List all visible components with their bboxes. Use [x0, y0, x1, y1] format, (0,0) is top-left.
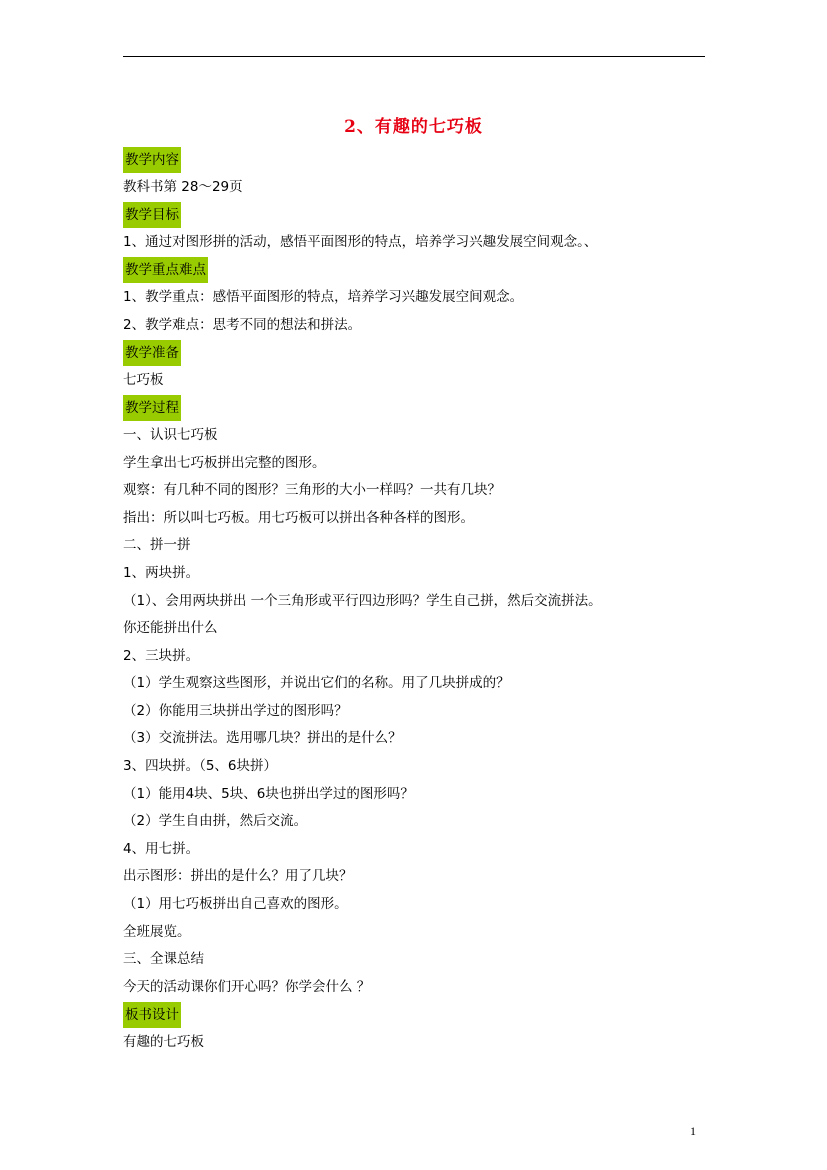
section-heading	[123, 146, 713, 174]
section-heading-label: 教学准备	[123, 340, 181, 366]
page-number: 1	[690, 1124, 696, 1138]
body-line: 二、拼一拼	[123, 537, 191, 554]
body-line: （3）交流拼法。选用哪几块？拼出的是什么？	[123, 730, 402, 747]
header-rule	[123, 56, 705, 57]
body-line: 3、四块拼。（5、6块拼）	[123, 758, 278, 775]
body-line: 4、用七拼。	[123, 840, 200, 857]
body-line: 2、教学难点：思考不同的想法和拼法。	[123, 316, 362, 333]
body-line: 有趣的七巧板	[123, 1034, 204, 1050]
document-title: 2、有趣的七巧板	[344, 117, 483, 137]
section-heading	[123, 201, 713, 229]
section-heading-label: 教学内容	[123, 147, 181, 173]
section-heading-label: 教学过程	[123, 395, 181, 421]
body-line: 三、全课总结	[123, 951, 204, 968]
body-line: 1、教学重点：感悟平面图形的特点，培养学习兴趣发展空间观念。	[123, 288, 524, 305]
body-line: 一、认识七巧板	[123, 426, 218, 443]
body-line: 指出：所以叫七巧板。用七巧板可以拼出各种各样的图形。	[123, 509, 474, 526]
body-line: 你还能拼出什么	[123, 620, 218, 637]
body-line: 1、两块拼。	[123, 564, 200, 581]
body-line: 1、通过对图形拼的活动，感悟平面图形的特点，培养学习兴趣发展空间观念。、	[123, 233, 598, 250]
body-line: （1）、会用两块拼出 一个三角形或平行四边形吗？学生自己拼，然后交流拼法。	[123, 592, 602, 609]
section-heading-label: 教学重点难点	[123, 257, 208, 283]
section-heading	[123, 256, 713, 284]
body-line: 学生拿出七巧板拼出完整的图形。	[123, 454, 326, 471]
section-heading-label: 板书设计	[123, 1002, 181, 1028]
body-line: （2）学生自由拼，然后交流。	[123, 813, 308, 830]
body-line: 七巧板	[123, 371, 164, 388]
body-line: （1）学生观察这些图形，并说出它们的名称。用了几块拼成的？	[123, 675, 510, 692]
body-line: （1）能用4块、5块、6块也拼出学过的图形吗？	[123, 785, 414, 802]
body-line: 今天的活动课你们开心吗？你学会什么 ？	[123, 978, 371, 995]
section-heading	[123, 394, 713, 422]
body-line: 出示图形：拼出的是什么？用了几块？	[123, 868, 353, 885]
document-body	[123, 146, 713, 1057]
body-line: 教科书第 28～29页	[123, 178, 243, 195]
body-line: （1）用七巧板拼出自己喜欢的图形。	[123, 896, 348, 913]
body-line: （2）你能用三块拼出学过的图形吗？	[123, 702, 348, 719]
body-line: 2、三块拼。	[123, 647, 200, 664]
body-line: 观察：有几种不同的图形？三角形的大小一样吗？一共有几块？	[123, 482, 501, 499]
section-heading	[123, 339, 713, 367]
body-line: 全班展览。	[123, 923, 191, 940]
section-heading-label: 教学目标	[123, 202, 181, 228]
section-heading	[123, 1001, 713, 1029]
